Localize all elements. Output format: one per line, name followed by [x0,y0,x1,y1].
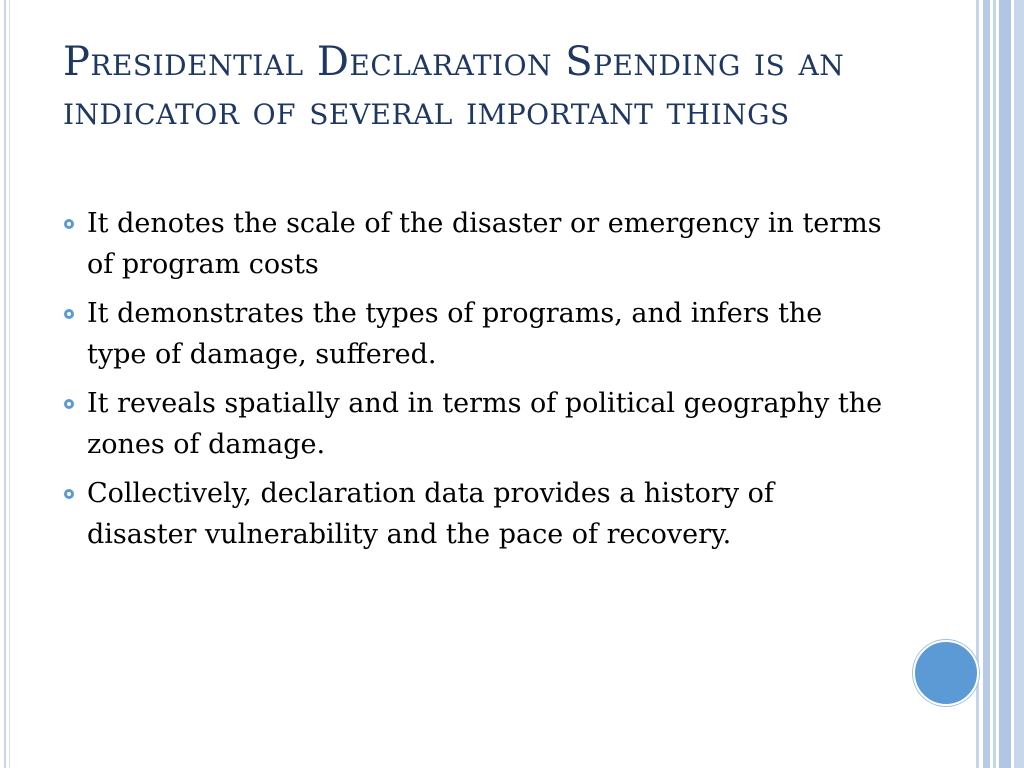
ring-bullet-icon [64,219,74,229]
bullet-list [60,203,920,563]
bullet-item [60,293,920,375]
right-stripe-5 [1014,0,1024,768]
ring-bullet-icon [64,399,74,409]
right-stripe-1 [976,0,979,768]
slide-title: Presidential Declaration Spending is an indicator of several important things [63,39,845,134]
left-border-line-inner [9,0,10,768]
ring-bullet-icon [64,489,74,499]
right-stripe-2 [983,0,990,768]
bullet-text: It demonstrates the types of programs, and infers the type of damage, suffered. [87,298,823,370]
right-stripe-4 [999,0,1011,768]
right-stripe-3 [993,0,996,768]
bullet-item [60,473,920,555]
bullet-item [60,203,920,285]
bullet-text: It reveals spatially and in terms of political geography the zones of damage. [87,388,883,460]
ring-bullet-icon [64,309,74,319]
bullet-item [60,383,920,465]
left-border-line [4,0,6,768]
bullet-text: Collectively, declaration data provides a history of disaster vulnerability and the pace of recovery. [87,478,774,550]
circle-decoration-icon [913,640,979,706]
bullet-text: It denotes the scale of the disaster or emergency in terms of program costs [87,208,882,280]
